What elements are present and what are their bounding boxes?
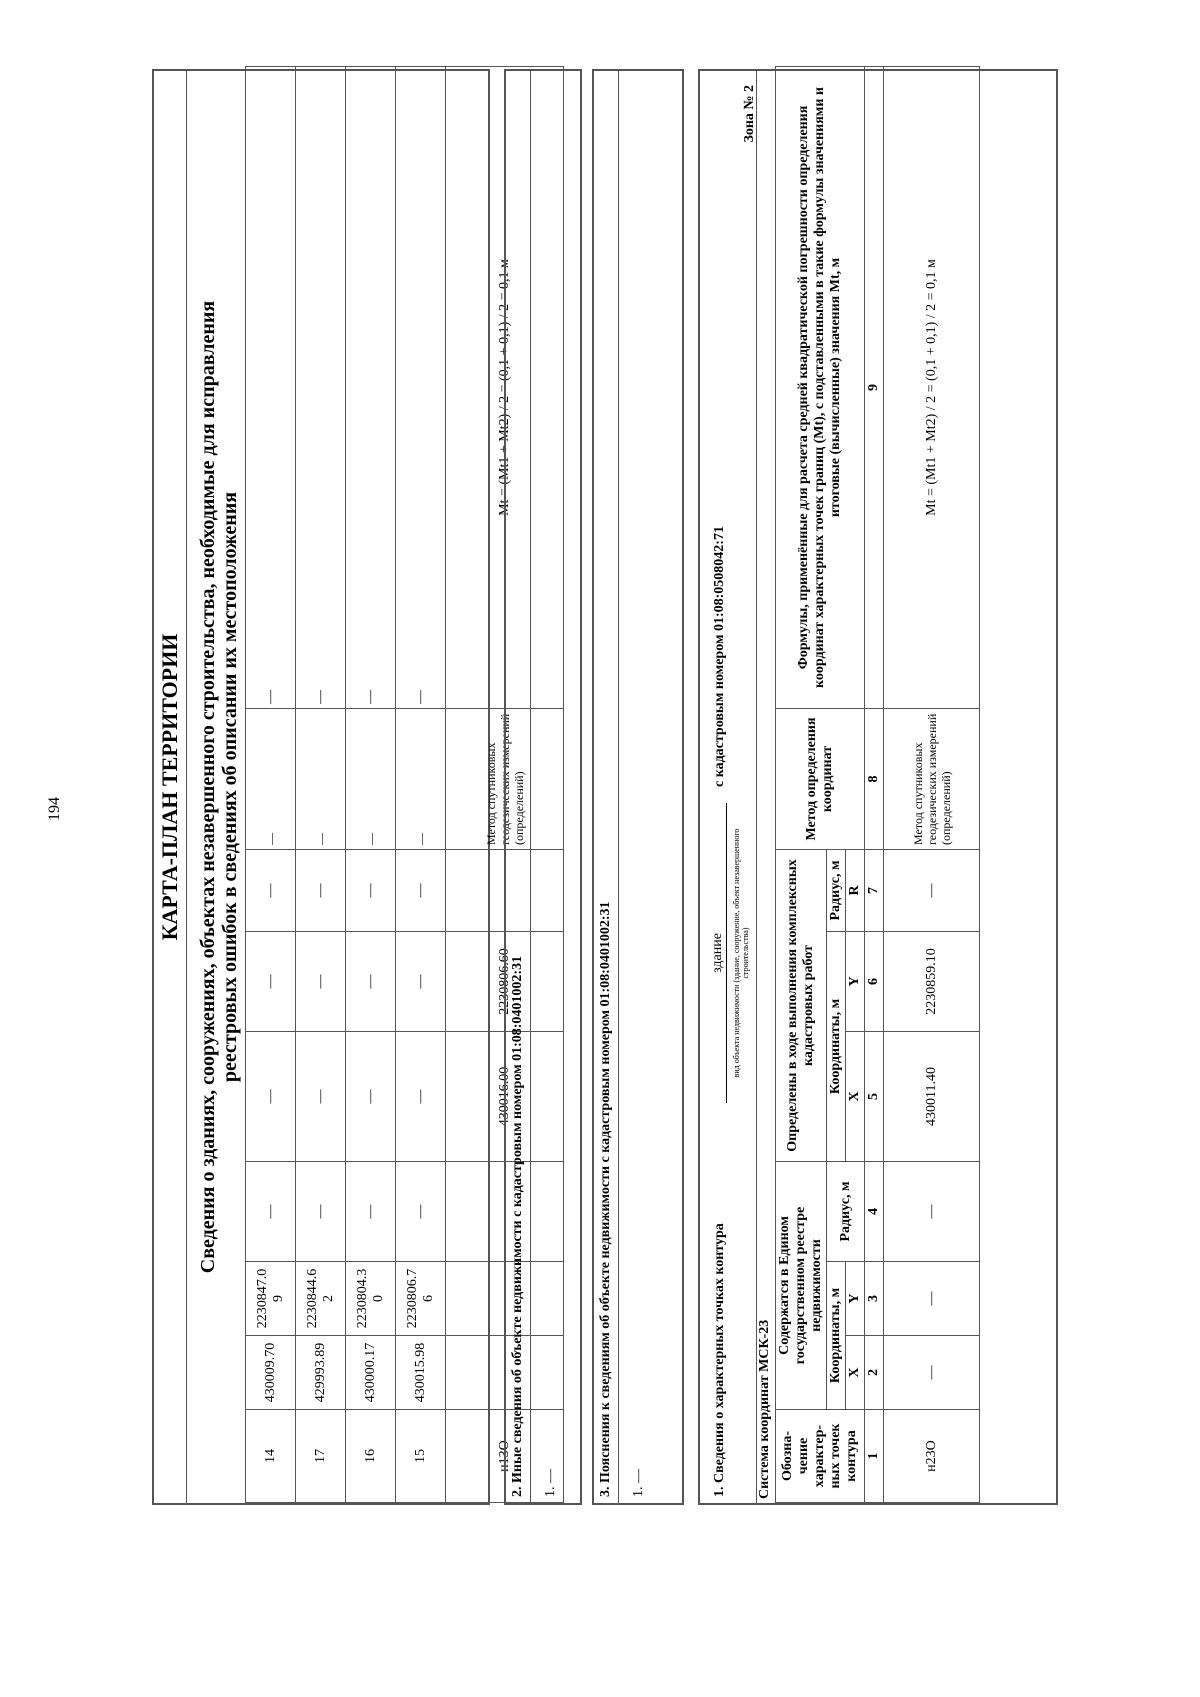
col-r-2: R <box>846 849 865 931</box>
section3-block <box>592 69 684 1505</box>
cell-r2: — <box>246 850 296 932</box>
cell-r2: — <box>296 850 346 932</box>
cell-y2: 2230859.10 <box>884 931 980 1031</box>
cell-r1: — <box>246 1162 296 1262</box>
object-type: здание <box>710 803 727 1103</box>
doc-title: КАРТА-ПЛАН ТЕРРИТОРИИ <box>154 71 187 1503</box>
section1-heading: 1. Сведения о характерных точках контура <box>712 1223 727 1497</box>
cell-y1: 2230844.62 <box>296 1262 346 1336</box>
section2-block <box>504 69 582 1505</box>
col-number-2: 2 <box>865 1336 884 1410</box>
cell-r1: — <box>884 1161 980 1261</box>
cell-x2: — <box>296 1032 346 1162</box>
col-number-1: 1 <box>865 1410 884 1503</box>
cell-y2: — <box>246 932 296 1032</box>
col-number-7: 7 <box>865 849 884 931</box>
cell-method: — <box>246 709 296 850</box>
cell-x1: — <box>884 1336 980 1410</box>
section3-heading: 3. Пояснения к сведениям об объекте недвижимости с кадастровым номером 01:08:0401002:31 <box>594 71 619 1503</box>
points-table-bottom <box>775 66 980 1503</box>
cell-x2: 430011.40 <box>884 1031 980 1161</box>
table-row <box>396 67 446 1503</box>
col-number-8: 8 <box>865 708 884 849</box>
col-formula: Формулы, применённые для расчета средней квадратической погрешности определения координат характерных точек границ (Mt), с подставленными в такие формулы значениями и итоговые (вычисленные) значения Mt, м <box>776 66 865 708</box>
col-number-3: 3 <box>865 1262 884 1336</box>
cell-point: 16 <box>346 1410 396 1503</box>
cell-y1: 2230804.30 <box>346 1262 396 1336</box>
cell-x1: 430009.70 <box>246 1336 296 1410</box>
col-coords-2: Координаты, м <box>827 931 846 1161</box>
section2-item: 1. — <box>543 1469 558 1497</box>
cell-point: 15 <box>396 1410 446 1503</box>
cell-y2: 2230806.60 <box>446 932 564 1032</box>
object-type-caption: вид объекта недвижимости (здание, сооружение, объект незавершенного строительства) <box>732 828 750 1078</box>
cell-r1: — <box>396 1162 446 1262</box>
section2-heading: 2. Иные сведения об объекте недвижимости с кадастровым номером 01:08:0401002:31 <box>506 71 531 1503</box>
cell-method: Метод спутниковых геодезических измерений (определений) <box>884 708 980 849</box>
col-y-1: Y <box>846 1262 865 1336</box>
cell-point: 14 <box>246 1410 296 1503</box>
cell-x2: — <box>246 1032 296 1162</box>
col-registry: Содержатся в Едином государственном реестре недвижимости <box>776 1161 827 1409</box>
cell-r2: — <box>884 849 980 931</box>
cell-method: Метод спутниковых геодезических измерений (определений) <box>446 709 564 850</box>
cell-x1: 430000.17 <box>346 1336 396 1410</box>
cell-formula: — <box>296 67 346 709</box>
cell-y2: — <box>396 932 446 1032</box>
cell-y1: — <box>884 1262 980 1336</box>
col-x-1: X <box>846 1336 865 1410</box>
col-y-2: Y <box>846 931 865 1031</box>
cell-formula: — <box>246 67 296 709</box>
cell-y1: — <box>446 1262 564 1336</box>
section1-block <box>698 69 1058 1505</box>
cell-point: н13О <box>446 1410 564 1503</box>
rotated-sheet <box>152 69 1078 1505</box>
col-determined: Определены в ходе выполнения комплексных кадастровых работ <box>776 849 827 1161</box>
cadastral-number: с кадастровым номером 01:08:0508042:71 <box>712 526 727 787</box>
cell-x1: 430015.98 <box>396 1336 446 1410</box>
doc-subtitle-2: реестровых ошибок в сведениях об описании их местоположения <box>219 491 241 1083</box>
cell-point: 17 <box>296 1410 346 1503</box>
cell-formula: — <box>396 67 446 709</box>
cell-method: — <box>296 709 346 850</box>
coord-system: Система координат МСК-23 <box>756 71 775 1503</box>
table-row <box>296 67 346 1503</box>
zone-label: Зона № 2 <box>742 85 757 143</box>
page-number: 194 <box>46 797 63 821</box>
cell-r1: — <box>446 1162 564 1262</box>
cell-formula: — <box>346 67 396 709</box>
cell-method: — <box>396 709 446 850</box>
col-number-9: 9 <box>865 66 884 708</box>
cell-x1: — <box>446 1336 564 1410</box>
col-radius-1: Радиус, м <box>827 1161 865 1261</box>
col-method: Метод определения координат <box>776 708 865 849</box>
col-x-2: X <box>846 1031 865 1161</box>
cell-x2: — <box>346 1032 396 1162</box>
col-designation: Обозна-чение характер-ных точек контура <box>776 1410 865 1503</box>
col-number-5: 5 <box>865 1031 884 1161</box>
col-number-6: 6 <box>865 931 884 1031</box>
cell-x2: 430016.00 <box>446 1032 564 1162</box>
table-row <box>346 67 396 1503</box>
cell-y2: — <box>346 932 396 1032</box>
table-row <box>246 67 296 1503</box>
cell-formula: Mt = (Mt1 + Mt2) / 2 = (0,1 + 0,1) / 2 = 0,1 м <box>884 66 980 708</box>
cell-r2: — <box>346 850 396 932</box>
section3-item: 1. — <box>631 1469 646 1497</box>
cell-method: — <box>346 709 396 850</box>
col-radius-2: Радиус, м <box>827 849 846 931</box>
cell-x2: — <box>396 1032 446 1162</box>
cell-y2: — <box>296 932 346 1032</box>
cell-formula: Mt = (Mt1 + Mt2) / 2 = (0,1 + 0,1) / 2 = 0,1 м <box>446 67 564 709</box>
col-coords-1: Координаты, м <box>827 1262 846 1410</box>
cell-r1: — <box>346 1162 396 1262</box>
col-number-4: 4 <box>865 1161 884 1261</box>
cell-y1: 2230806.76 <box>396 1262 446 1336</box>
doc-subtitle-1: Сведения о зданиях, сооружениях, объектах незавершенного строительства, необходимые для исправления <box>197 300 219 1274</box>
cell-r2: — <box>446 850 564 932</box>
cell-y1: 2230847.09 <box>246 1262 296 1336</box>
cell-r2: — <box>396 850 446 932</box>
cell-x1: 429993.89 <box>296 1336 346 1410</box>
cell-r1: — <box>296 1162 346 1262</box>
point-designation: н23О <box>884 1410 980 1503</box>
